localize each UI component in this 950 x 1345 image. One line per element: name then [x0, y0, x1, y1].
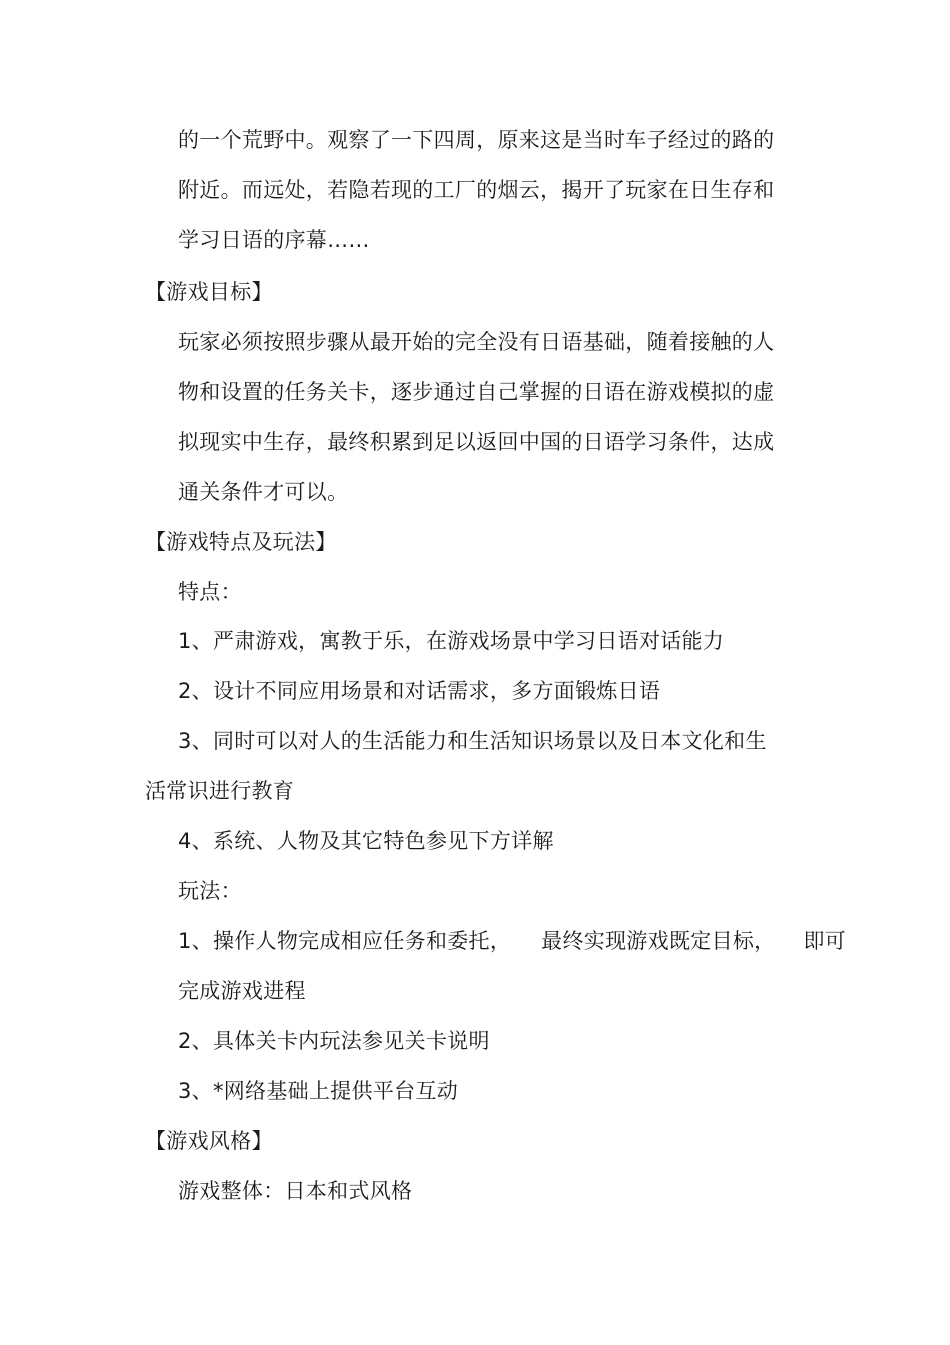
goal-line-3: 拟现实中生存，最终积累到足以返回中国的日语学习条件，达成 [178, 430, 775, 454]
gameplay-item-3: 3、*网络基础上提供平台互动 [178, 1079, 459, 1103]
gameplay-item-2: 2、具体关卡内玩法参见关卡说明 [178, 1029, 490, 1053]
goal-line-1: 玩家必须按照步骤从最开始的完全没有日语基础，随着接触的人 [178, 330, 775, 354]
intro-line-1: 的一个荒野中。观察了一下四周，原来这是当时车子经过的路的 [178, 128, 775, 152]
goal-line-2: 物和设置的任务关卡，逐步通过自己掌握的日语在游戏模拟的虚 [178, 380, 775, 404]
gameplay-item-1-part-1: 1、操作人物完成相应任务和委托， [178, 929, 512, 953]
gameplay-item-1-cont: 完成游戏进程 [178, 979, 306, 1003]
goal-line-4: 通关条件才可以。 [178, 480, 349, 504]
feature-item-3-cont: 活常识进行教育 [145, 779, 295, 803]
gameplay-label: 玩法： [178, 879, 242, 903]
style-line: 游戏整体：日本和式风格 [178, 1179, 413, 1203]
section-heading-style: 【游戏风格】 [145, 1129, 273, 1153]
feature-item-3: 3、同时可以对人的生活能力和生活知识场景以及日本文化和生 [178, 729, 767, 753]
feature-item-2: 2、设计不同应用场景和对话需求，多方面锻炼日语 [178, 679, 661, 703]
section-heading-goal: 【游戏目标】 [145, 280, 273, 304]
feature-item-4: 4、系统、人物及其它特色参见下方详解 [178, 829, 554, 853]
gameplay-item-1-part-2: 最终实现游戏既定目标， [541, 929, 776, 953]
gameplay-item-1-part-3: 即可 [803, 929, 847, 953]
intro-line-2: 附近。而远处，若隐若现的工厂的烟云，揭开了玩家在日生存和 [178, 178, 775, 202]
intro-line-3: 学习日语的序幕…… [178, 228, 370, 252]
gameplay-item-1 [178, 926, 846, 956]
features-label: 特点： [178, 580, 242, 604]
section-heading-features: 【游戏特点及玩法】 [145, 530, 337, 554]
feature-item-1: 1、严肃游戏，寓教于乐，在游戏场景中学习日语对话能力 [178, 629, 725, 653]
